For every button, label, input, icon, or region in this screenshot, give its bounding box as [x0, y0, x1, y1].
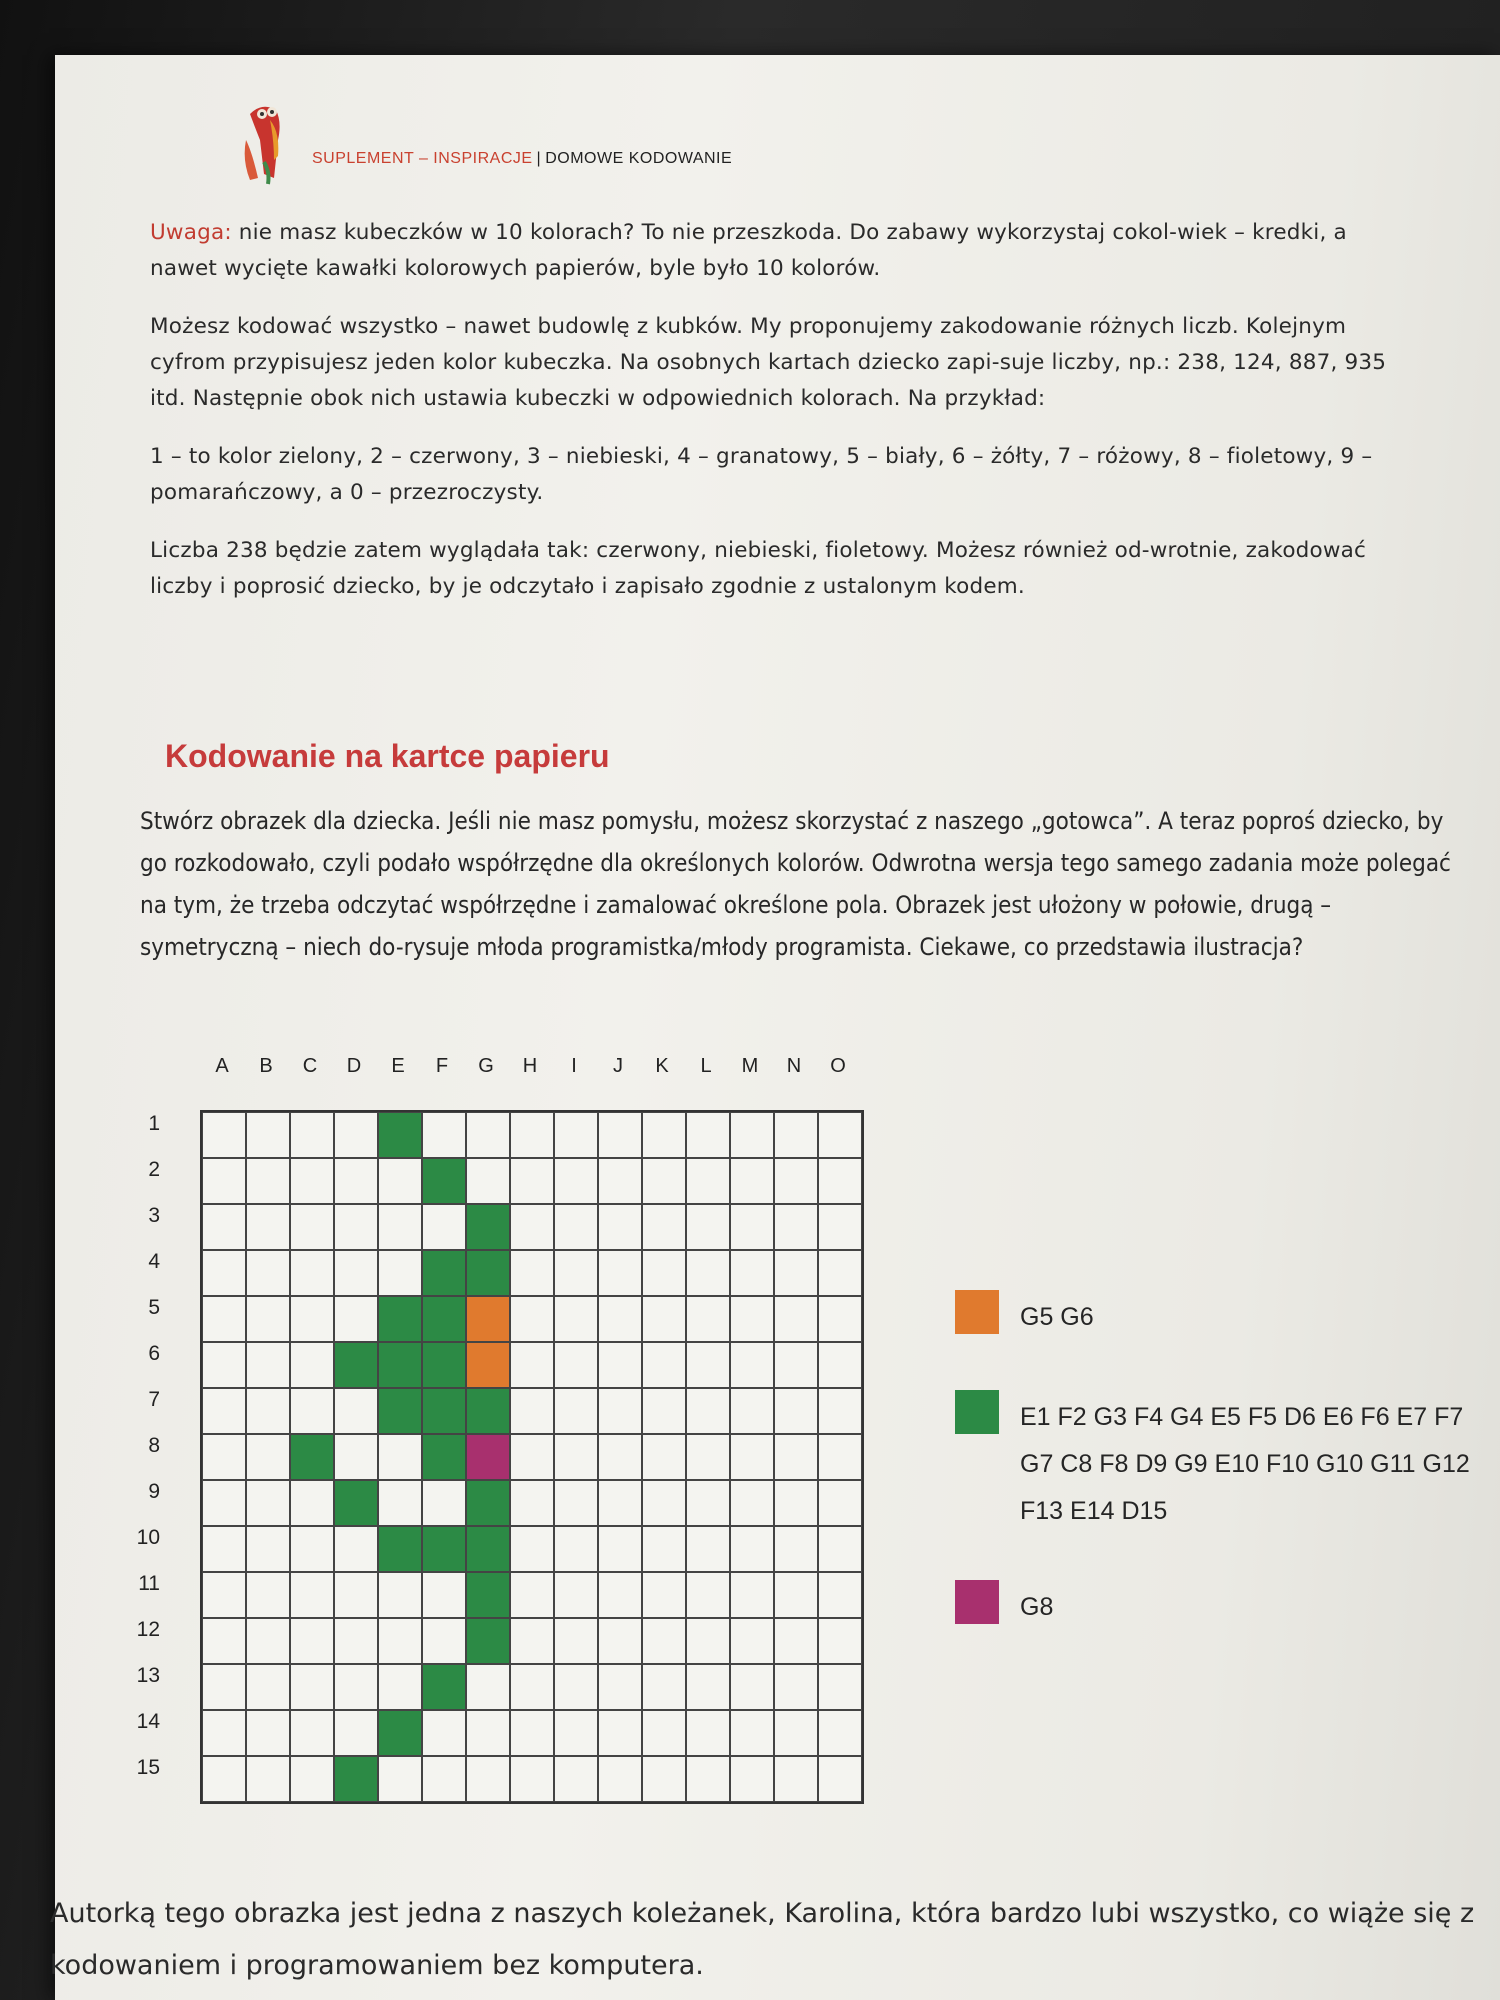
column-label-j: J [613, 1055, 623, 1077]
grid-cell-b3 [246, 1204, 290, 1250]
row-labels [50, 1110, 160, 1830]
grid-cell-j5 [598, 1296, 642, 1342]
grid-cell-h1 [510, 1112, 554, 1158]
grid-cell-g9 [466, 1480, 510, 1526]
grid-cell-j14 [598, 1710, 642, 1756]
grid-cell-m14 [730, 1710, 774, 1756]
grid-cell-d4 [334, 1250, 378, 1296]
grid-cell-o12 [818, 1618, 862, 1664]
grid-cell-h4 [510, 1250, 554, 1296]
grid-cell-c1 [290, 1112, 334, 1158]
grid-cell-k2 [642, 1158, 686, 1204]
paragraph-note [150, 215, 1420, 287]
grid-cell-b7 [246, 1388, 290, 1434]
row-label-2: 2 [148, 1158, 160, 1181]
grid-cell-g13 [466, 1664, 510, 1710]
owl-logo-icon [230, 100, 290, 190]
grid-cell-k1 [642, 1112, 686, 1158]
grid-cell-l13 [686, 1664, 730, 1710]
grid-cell-n13 [774, 1664, 818, 1710]
paragraph-example: Liczba 238 będzie zatem wyglądała tak: czerwony, niebieski, fioletowy. Możesz również od-wrotnie, zakodować liczby i poprosić dziecko, by je odczytało i zapisało zgodnie z ustalonym kodem. [150, 538, 1367, 599]
grid-cell-c8 [290, 1434, 334, 1480]
column-label-o: O [830, 1055, 846, 1077]
grid-cell-n3 [774, 1204, 818, 1250]
grid-cell-d14 [334, 1710, 378, 1756]
grid-cell-m11 [730, 1572, 774, 1618]
grid-cell-g11 [466, 1572, 510, 1618]
grid-cell-m15 [730, 1756, 774, 1802]
grid-cell-o14 [818, 1710, 862, 1756]
grid-cell-l8 [686, 1434, 730, 1480]
grid-cell-h6 [510, 1342, 554, 1388]
grid-cell-k3 [642, 1204, 686, 1250]
grid-cell-n10 [774, 1526, 818, 1572]
grid-cell-d1 [334, 1112, 378, 1158]
column-label-m: M [741, 1055, 759, 1077]
grid-cell-b10 [246, 1526, 290, 1572]
grid-cell-j9 [598, 1480, 642, 1526]
grid-cell-h5 [510, 1296, 554, 1342]
grid-cell-n11 [774, 1572, 818, 1618]
grid-cell-a1 [202, 1112, 246, 1158]
footer-text: Autorką tego obrazka jest jedna z naszych koleżanek, Karolina, która bardzo lubi wszystko, co wiąże się z kodowaniem i programowaniem bez komputera. [50, 1898, 1475, 1981]
grid-cell-c11 [290, 1572, 334, 1618]
grid-cell-h3 [510, 1204, 554, 1250]
grid-cell-b8 [246, 1434, 290, 1480]
grid-cell-b4 [246, 1250, 290, 1296]
grid-cell-k13 [642, 1664, 686, 1710]
row-label-8: 8 [148, 1434, 160, 1457]
grid-cell-h11 [510, 1572, 554, 1618]
grid-cell-c9 [290, 1480, 334, 1526]
grid-cell-j4 [598, 1250, 642, 1296]
grid-cell-o5 [818, 1296, 862, 1342]
grid-cell-a14 [202, 1710, 246, 1756]
legend-swatch-green [955, 1390, 999, 1434]
grid-cell-h14 [510, 1710, 554, 1756]
grid-cell-m13 [730, 1664, 774, 1710]
grid-cell-j8 [598, 1434, 642, 1480]
grid-cell-f14 [422, 1710, 466, 1756]
grid-cell-c7 [290, 1388, 334, 1434]
legend-coordinates-orange: G5 G6 [1020, 1303, 1094, 1331]
column-label-l: L [700, 1055, 712, 1077]
grid-cell-a3 [202, 1204, 246, 1250]
grid-cell-d12 [334, 1618, 378, 1664]
grid-cell-i7 [554, 1388, 598, 1434]
grid-cell-d9 [334, 1480, 378, 1526]
grid-cell-e6 [378, 1342, 422, 1388]
grid-cell-m10 [730, 1526, 774, 1572]
grid-cell-d11 [334, 1572, 378, 1618]
grid-cell-g14 [466, 1710, 510, 1756]
legend-swatch-orange [955, 1290, 999, 1334]
grid-cell-c14 [290, 1710, 334, 1756]
grid-cell-l12 [686, 1618, 730, 1664]
legend-coordinates-green: E1 F2 G3 F4 G4 E5 F5 D6 E6 F6 E7 F7 G7 C8 F8 D9 G9 E10 F10 G10 G11 G12 F13 E14 D15 [1020, 1403, 1470, 1525]
grid-cell-l11 [686, 1572, 730, 1618]
grid-cell-k6 [642, 1342, 686, 1388]
grid-cell-e8 [378, 1434, 422, 1480]
grid-cell-i5 [554, 1296, 598, 1342]
grid-cell-f1 [422, 1112, 466, 1158]
grid-cell-e11 [378, 1572, 422, 1618]
grid-cell-b9 [246, 1480, 290, 1526]
row-label-1: 1 [148, 1112, 160, 1135]
grid-cell-k5 [642, 1296, 686, 1342]
grid-cell-c13 [290, 1664, 334, 1710]
grid-cell-b13 [246, 1664, 290, 1710]
grid-cell-k14 [642, 1710, 686, 1756]
grid-cell-l1 [686, 1112, 730, 1158]
grid-cell-a11 [202, 1572, 246, 1618]
grid-cell-f3 [422, 1204, 466, 1250]
grid-cell-k11 [642, 1572, 686, 1618]
grid-cell-o3 [818, 1204, 862, 1250]
grid-cell-n1 [774, 1112, 818, 1158]
header-title [312, 150, 732, 168]
grid-cell-m8 [730, 1434, 774, 1480]
grid-cell-m3 [730, 1204, 774, 1250]
grid-cell-c2 [290, 1158, 334, 1204]
grid-cell-i13 [554, 1664, 598, 1710]
column-label-n: N [786, 1055, 802, 1077]
grid-cell-o1 [818, 1112, 862, 1158]
grid-cell-l9 [686, 1480, 730, 1526]
grid-cell-f2 [422, 1158, 466, 1204]
column-label-a: A [215, 1055, 229, 1077]
grid-cell-l3 [686, 1204, 730, 1250]
grid-cell-k9 [642, 1480, 686, 1526]
grid-cell-l15 [686, 1756, 730, 1802]
grid-cell-n9 [774, 1480, 818, 1526]
grid-cell-g7 [466, 1388, 510, 1434]
grid-cell-h10 [510, 1526, 554, 1572]
grid-cell-i1 [554, 1112, 598, 1158]
header-section: SUPLEMENT – INSPIRACJE [312, 150, 533, 167]
grid-cell-j15 [598, 1756, 642, 1802]
grid-cell-j12 [598, 1618, 642, 1664]
column-label-b: B [259, 1055, 273, 1077]
grid-cell-e4 [378, 1250, 422, 1296]
section-text: Stwórz obrazek dla dziecka. Jeśli nie masz pomysłu, możesz skorzystać z naszego „gotowca”. A teraz poproś dziecko, by go rozkodowało, czyli podało współrzędne dla określonych kolorów. Odwrotna wersja tego samego zadania może polegać na tym, że trzeba odczytać współrzędne i zamalować określone pola. Obrazek jest ułożony w połowie, drugą – symetryczną – niech do-rysuje młoda programistka/młody programista. Ciekawe, co przedstawia ilustracja? [140, 807, 1451, 961]
row-label-7: 7 [148, 1388, 160, 1411]
grid-cell-l10 [686, 1526, 730, 1572]
grid-cell-e1 [378, 1112, 422, 1158]
grid-cell-o6 [818, 1342, 862, 1388]
grid-cell-i8 [554, 1434, 598, 1480]
column-label-d: D [346, 1055, 362, 1077]
grid-cell-j1 [598, 1112, 642, 1158]
grid-cell-d7 [334, 1388, 378, 1434]
grid-cell-i6 [554, 1342, 598, 1388]
grid-cell-o8 [818, 1434, 862, 1480]
grid-cell-c4 [290, 1250, 334, 1296]
grid-cell-e3 [378, 1204, 422, 1250]
grid-cell-c15 [290, 1756, 334, 1802]
grid-cell-b15 [246, 1756, 290, 1802]
grid-cell-d5 [334, 1296, 378, 1342]
grid-cell-a8 [202, 1434, 246, 1480]
grid-cell-f12 [422, 1618, 466, 1664]
grid-cell-d10 [334, 1526, 378, 1572]
grid-cell-b12 [246, 1618, 290, 1664]
grid-cell-m2 [730, 1158, 774, 1204]
grid-cell-i9 [554, 1480, 598, 1526]
row-label-9: 9 [148, 1480, 160, 1503]
column-label-k: K [655, 1055, 669, 1077]
grid-cell-d6 [334, 1342, 378, 1388]
note-label: Uwaga: [150, 220, 232, 245]
grid-cell-o15 [818, 1756, 862, 1802]
grid-cell-f13 [422, 1664, 466, 1710]
grid-cell-c6 [290, 1342, 334, 1388]
grid-cell-f11 [422, 1572, 466, 1618]
grid-cell-k10 [642, 1526, 686, 1572]
grid-cell-h12 [510, 1618, 554, 1664]
grid-cell-f15 [422, 1756, 466, 1802]
grid-cell-i10 [554, 1526, 598, 1572]
grid-cell-k8 [642, 1434, 686, 1480]
grid-cell-o4 [818, 1250, 862, 1296]
grid-cell-k15 [642, 1756, 686, 1802]
grid-cell-a12 [202, 1618, 246, 1664]
grid-cell-a9 [202, 1480, 246, 1526]
grid-cell-o11 [818, 1572, 862, 1618]
grid-cell-i4 [554, 1250, 598, 1296]
grid-cell-e9 [378, 1480, 422, 1526]
grid-cell-l7 [686, 1388, 730, 1434]
grid-cell-e2 [378, 1158, 422, 1204]
grid-cell-b5 [246, 1296, 290, 1342]
grid-cell-m1 [730, 1112, 774, 1158]
grid-cell-i11 [554, 1572, 598, 1618]
column-label-i: I [571, 1055, 577, 1077]
grid-cell-l6 [686, 1342, 730, 1388]
grid-cell-g1 [466, 1112, 510, 1158]
grid-cell-b6 [246, 1342, 290, 1388]
grid-cell-o7 [818, 1388, 862, 1434]
grid-cell-f7 [422, 1388, 466, 1434]
grid-cell-g10 [466, 1526, 510, 1572]
grid-cell-g6 [466, 1342, 510, 1388]
grid-cell-f6 [422, 1342, 466, 1388]
grid-cell-n12 [774, 1618, 818, 1664]
grid-cell-m6 [730, 1342, 774, 1388]
grid-cell-a15 [202, 1756, 246, 1802]
grid-cell-k4 [642, 1250, 686, 1296]
grid-cell-b2 [246, 1158, 290, 1204]
grid-cell-i3 [554, 1204, 598, 1250]
grid-cell-e12 [378, 1618, 422, 1664]
grid-cell-h15 [510, 1756, 554, 1802]
grid-cell-m9 [730, 1480, 774, 1526]
row-label-10: 10 [136, 1526, 160, 1549]
paragraph-colors: 1 – to kolor zielony, 2 – czerwony, 3 – niebieski, 4 – granatowy, 5 – biały, 6 – żółty, 7 – różowy, 8 – fioletowy, 9 – pomarańczowy, a 0 – przezroczysty. [150, 444, 1373, 505]
grid-cell-k7 [642, 1388, 686, 1434]
grid-cell-o10 [818, 1526, 862, 1572]
column-label-f: F [435, 1055, 449, 1077]
grid-cell-m12 [730, 1618, 774, 1664]
column-label-e: E [391, 1055, 405, 1077]
grid-cell-c12 [290, 1618, 334, 1664]
grid-cell-n8 [774, 1434, 818, 1480]
grid-cell-g2 [466, 1158, 510, 1204]
grid-cell-k12 [642, 1618, 686, 1664]
grid-cell-e14 [378, 1710, 422, 1756]
column-label-c: C [302, 1055, 318, 1077]
grid-cell-n4 [774, 1250, 818, 1296]
grid-cell-d15 [334, 1756, 378, 1802]
grid-cell-i2 [554, 1158, 598, 1204]
grid-cell-e15 [378, 1756, 422, 1802]
grid-cell-o9 [818, 1480, 862, 1526]
grid-cell-j3 [598, 1204, 642, 1250]
grid-cell-j2 [598, 1158, 642, 1204]
grid-cell-a10 [202, 1526, 246, 1572]
grid-cell-j7 [598, 1388, 642, 1434]
intro-text [150, 215, 1420, 627]
grid-cell-g12 [466, 1618, 510, 1664]
grid-cell-m4 [730, 1250, 774, 1296]
grid-cell-h2 [510, 1158, 554, 1204]
row-label-5: 5 [148, 1296, 160, 1319]
legend-swatch-magenta [955, 1580, 999, 1624]
grid-cell-g3 [466, 1204, 510, 1250]
column-label-h: H [522, 1055, 538, 1077]
grid-cell-b14 [246, 1710, 290, 1756]
grid-cell-f5 [422, 1296, 466, 1342]
column-label-g: G [478, 1055, 494, 1077]
grid-cell-o13 [818, 1664, 862, 1710]
row-label-3: 3 [148, 1204, 160, 1227]
page-header [230, 100, 1130, 190]
grid-cell-e10 [378, 1526, 422, 1572]
grid-cell-h9 [510, 1480, 554, 1526]
grid-cell-a7 [202, 1388, 246, 1434]
grid-cell-j11 [598, 1572, 642, 1618]
grid-cell-b1 [246, 1112, 290, 1158]
grid-cell-c5 [290, 1296, 334, 1342]
row-label-11: 11 [138, 1572, 160, 1595]
header-subsection: DOMOWE KODOWANIE [545, 150, 733, 167]
grid-cell-g4 [466, 1250, 510, 1296]
note-text: nie masz kubeczków w 10 kolorach? To nie przeszkoda. Do zabawy wykorzystaj cokol-wiek – kredki, a nawet wycięte kawałki kolorowych papierów, byle było 10 kolorów. [150, 220, 1347, 281]
grid-cell-g5 [466, 1296, 510, 1342]
grid-cell-c3 [290, 1204, 334, 1250]
grid-cell-g15 [466, 1756, 510, 1802]
grid-cell-h13 [510, 1664, 554, 1710]
grid-cell-i12 [554, 1618, 598, 1664]
grid-cell-b11 [246, 1572, 290, 1618]
grid-cell-i15 [554, 1756, 598, 1802]
grid-cell-j10 [598, 1526, 642, 1572]
grid-cell-a4 [202, 1250, 246, 1296]
column-labels [210, 1055, 910, 1085]
grid-cell-g8 [466, 1434, 510, 1480]
grid-cell-f10 [422, 1526, 466, 1572]
grid-cell-l5 [686, 1296, 730, 1342]
row-label-14: 14 [136, 1710, 160, 1733]
pixel-grid [200, 1110, 864, 1804]
row-label-12: 12 [136, 1618, 160, 1641]
grid-cell-h7 [510, 1388, 554, 1434]
coordinate-grid-figure [50, 1055, 870, 1835]
row-label-13: 13 [136, 1664, 160, 1687]
grid-cell-l14 [686, 1710, 730, 1756]
section-title: Kodowanie na kartce papieru [165, 738, 610, 774]
grid-cell-n7 [774, 1388, 818, 1434]
row-label-15: 15 [136, 1756, 160, 1779]
grid-cell-f8 [422, 1434, 466, 1480]
grid-cell-i14 [554, 1710, 598, 1756]
grid-cell-m5 [730, 1296, 774, 1342]
grid-cell-h8 [510, 1434, 554, 1480]
grid-cell-f9 [422, 1480, 466, 1526]
grid-cell-a5 [202, 1296, 246, 1342]
grid-cell-n14 [774, 1710, 818, 1756]
grid-cell-n2 [774, 1158, 818, 1204]
grid-cell-e5 [378, 1296, 422, 1342]
grid-cell-m7 [730, 1388, 774, 1434]
grid-cell-f4 [422, 1250, 466, 1296]
grid-cell-d8 [334, 1434, 378, 1480]
paragraph-coding: Możesz kodować wszystko – nawet budowlę z kubków. My proponujemy zakodowanie różnych liczb. Kolejnym cyfrom przypisujesz jeden kolor kubeczka. Na osobnych kartach dziecko zapi-suje liczby, np.: 238, 124, 887, 935 itd. Następnie obok nich ustawia kubeczki w odpowiednich kolorach. Na przykład: [150, 314, 1387, 411]
row-label-4: 4 [148, 1250, 160, 1273]
grid-cell-e13 [378, 1664, 422, 1710]
header-separator: | [536, 150, 542, 167]
grid-cell-o2 [818, 1158, 862, 1204]
legend-coordinates-magenta: G8 [1020, 1593, 1054, 1621]
grid-cell-d2 [334, 1158, 378, 1204]
grid-cell-d3 [334, 1204, 378, 1250]
grid-cell-c10 [290, 1526, 334, 1572]
grid-cell-a13 [202, 1664, 246, 1710]
grid-cell-n5 [774, 1296, 818, 1342]
grid-cell-d13 [334, 1664, 378, 1710]
grid-cell-j6 [598, 1342, 642, 1388]
grid-cell-l4 [686, 1250, 730, 1296]
grid-cell-a6 [202, 1342, 246, 1388]
grid-cell-a2 [202, 1158, 246, 1204]
row-label-6: 6 [148, 1342, 160, 1365]
grid-cell-e7 [378, 1388, 422, 1434]
grid-cell-j13 [598, 1664, 642, 1710]
grid-cell-n6 [774, 1342, 818, 1388]
grid-cell-l2 [686, 1158, 730, 1204]
grid-cell-n15 [774, 1756, 818, 1802]
